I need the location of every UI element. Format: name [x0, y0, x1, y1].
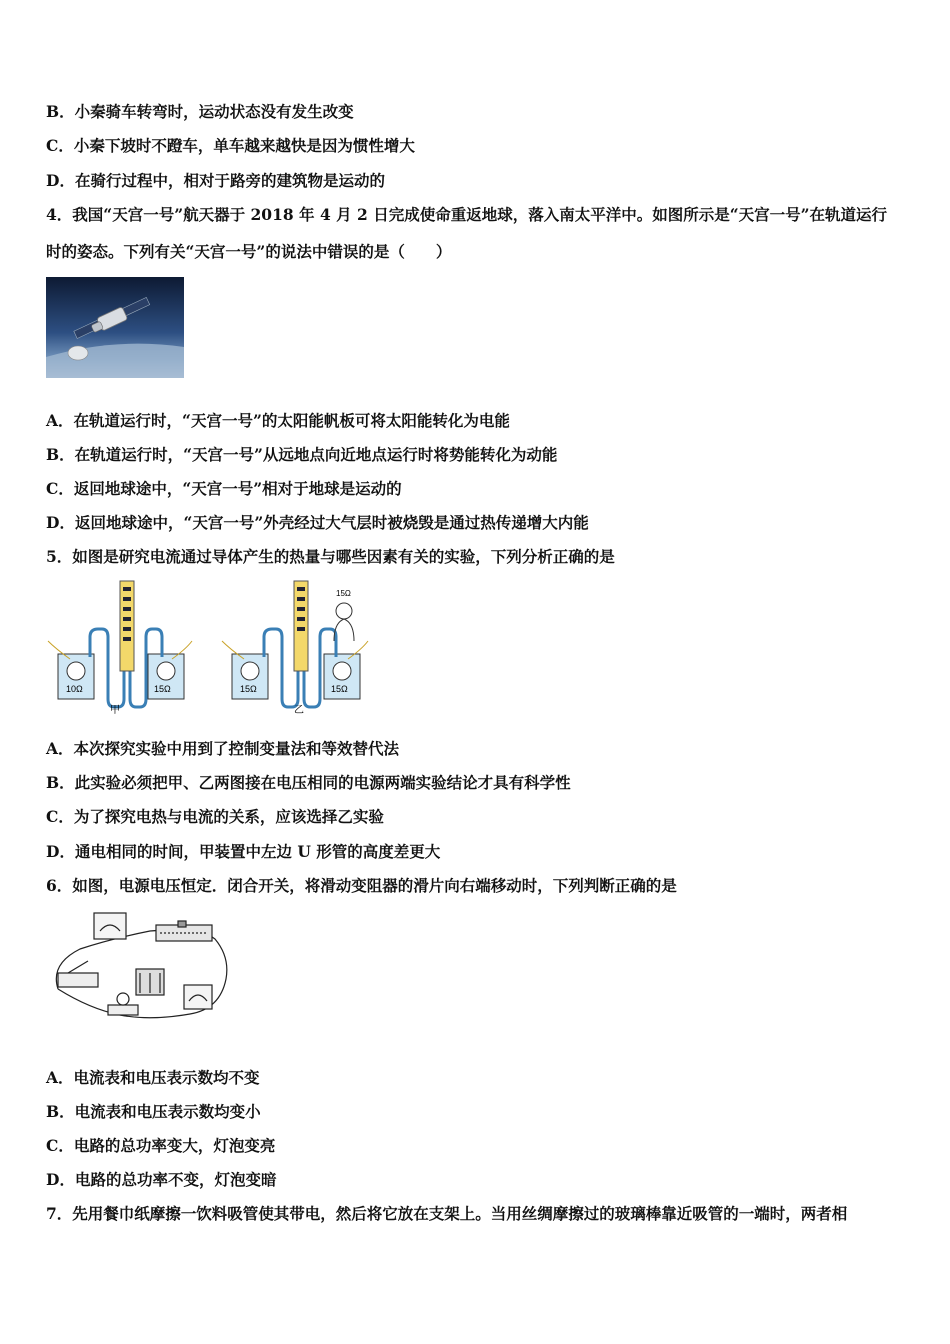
q6-stem: 6．如图，电源电压恒定．闭合开关，将滑动变阻器的滑片向右端移动时，下列判断正确的是	[46, 876, 677, 895]
q4-stem-line2: 时的姿态。下列有关“天宫一号”的说法中错误的是（ ）	[46, 242, 452, 261]
circuit-diagram	[50, 909, 240, 1029]
q4-option-a: A．在轨道运行时，“天宫一号”的太阳能帆板可将太阳能转化为电能	[46, 411, 510, 430]
space-station-figure	[46, 277, 184, 378]
resistor-label-1: 10Ω	[66, 684, 83, 694]
resistor-label-4: 15Ω	[240, 684, 257, 694]
label-jia: 甲	[110, 705, 120, 716]
u-tube-diagram	[46, 579, 372, 716]
q3-option-c: C．小秦下坡时不蹬车，单车越来越快是因为惯性增大	[46, 136, 415, 155]
resistor-label-3: 15Ω	[336, 589, 351, 598]
resistor-label-5: 15Ω	[331, 684, 348, 694]
label-yi: 乙	[294, 705, 304, 716]
q6-option-c: C．电路的总功率变大，灯泡变亮	[46, 1136, 276, 1155]
q5-option-b: B．此实验必须把甲、乙两图接在电压相同的电源两端实验结论才具有科学性	[46, 773, 571, 792]
q4-stem-line1: 4．我国“天宫一号”航天器于 2018 年 4 月 2 日完成使命重返地球，落入南太平洋中。如图所示是“天宫一号”在轨道运行	[46, 205, 888, 224]
resistor-label-2: 15Ω	[154, 684, 171, 694]
q5-option-c: C．为了探究电热与电流的关系，应该选择乙实验	[46, 807, 384, 826]
q6-option-d: D．电路的总功率不变，灯泡变暗	[46, 1170, 277, 1189]
q4-option-c: C．返回地球途中，“天宫一号”相对于地球是运动的	[46, 479, 402, 498]
q5-option-a: A．本次探究实验中用到了控制变量法和等效替代法	[46, 739, 400, 758]
q5-stem: 5．如图是研究电流通过导体产生的热量与哪些因素有关的实验，下列分析正确的是	[46, 547, 615, 566]
joule-heating-figure	[46, 579, 372, 716]
q6-option-a: A．电流表和电压表示数均不变	[46, 1068, 260, 1087]
q6-option-b: B．电流表和电压表示数均变小	[46, 1102, 261, 1121]
q3-option-b: B．小秦骑车转弯时，运动状态没有发生改变	[46, 102, 354, 121]
q5-option-d: D．通电相同的时间，甲装置中左边 U 形管的高度差更大	[46, 842, 441, 861]
tiangong-image	[46, 277, 184, 378]
circuit-figure	[50, 909, 240, 1029]
q4-option-d: D．返回地球途中，“天宫一号”外壳经过大气层时被烧毁是通过热传递增大内能	[46, 513, 589, 532]
q4-option-b: B．在轨道运行时，“天宫一号”从远地点向近地点运行时将势能转化为动能	[46, 445, 558, 464]
q7-stem: 7．先用餐巾纸摩擦一饮料吸管使其带电，然后将它放在支架上。当用丝绸摩擦过的玻璃棒靠近吸管的一端时，两者相	[46, 1204, 848, 1223]
q3-option-d: D．在骑行过程中，相对于路旁的建筑物是运动的	[46, 171, 385, 190]
